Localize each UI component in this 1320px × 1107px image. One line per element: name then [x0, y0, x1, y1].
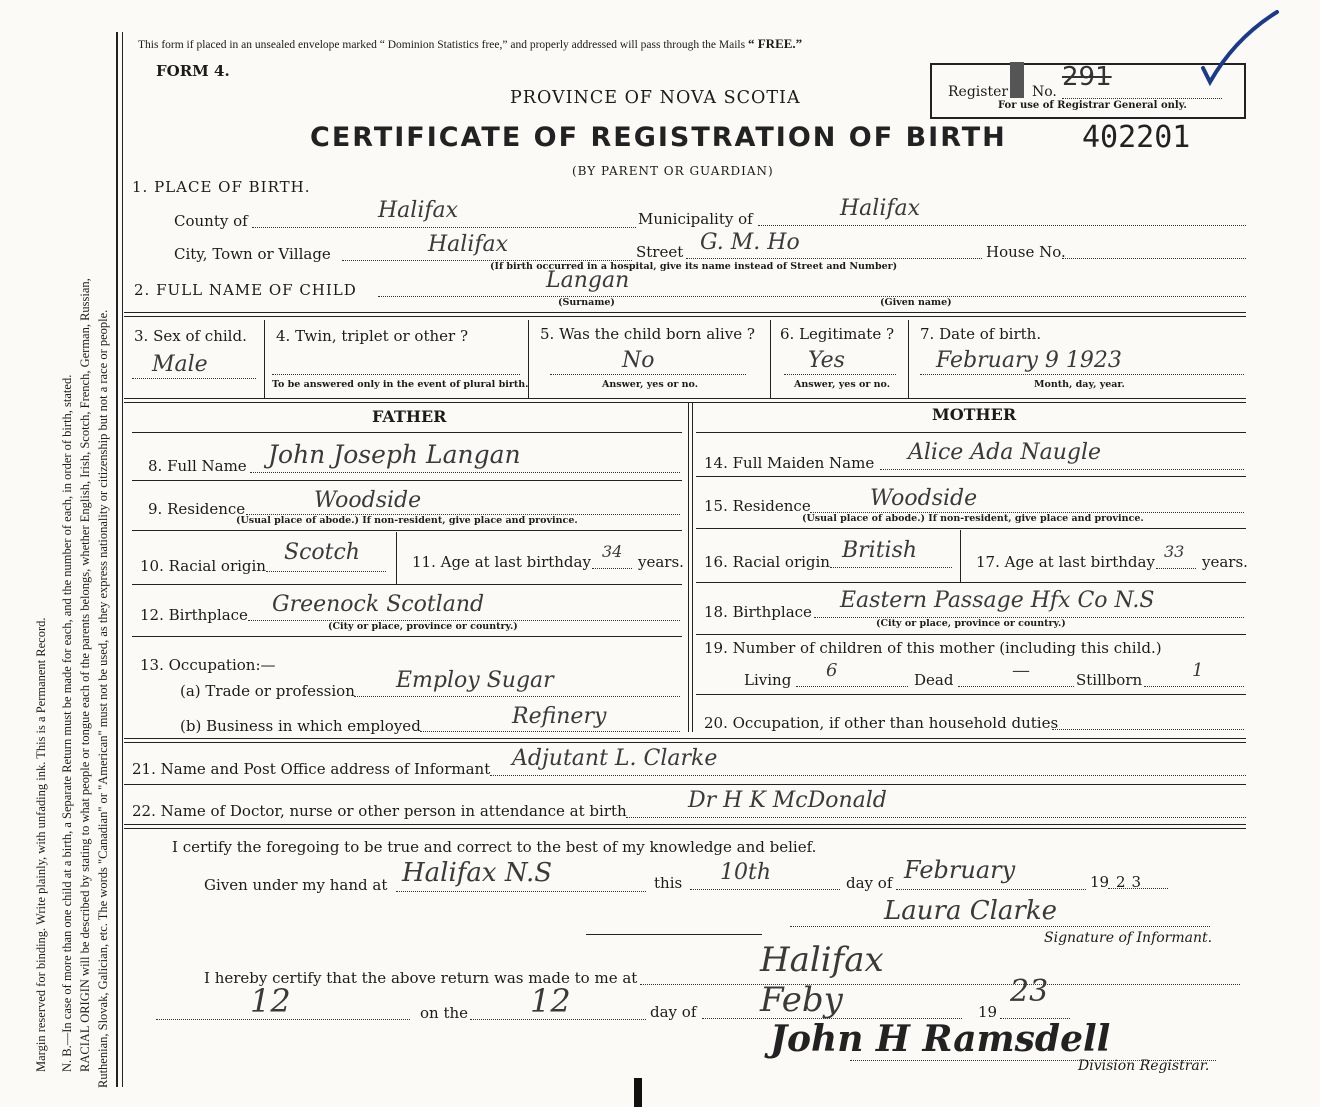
mother-residence-label: 15. Residence [704, 497, 811, 515]
on-the-label: on the [420, 1004, 469, 1022]
registration-count: 12 [250, 982, 291, 1020]
given-name-note: (Given name) [880, 297, 952, 308]
father-residence-label: 9. Residence [148, 500, 246, 518]
certificate-title: CERTIFICATE OF REGISTRATION OF BIRTH [310, 122, 1007, 153]
municipality-label: Municipality of [638, 210, 753, 228]
margin-note-binding: Margin reserved for binding. Write plainly, with unfading ink. This is a Permanent Record. [34, 617, 48, 1072]
father-birthplace-label: 12. Birthplace [140, 606, 248, 624]
place-of-birth-heading: 1. PLACE OF BIRTH. [132, 178, 311, 196]
mother-occupation-label: 20. Occupation, if other than household duties [704, 714, 1059, 732]
stillborn-label: Stillborn [1076, 671, 1143, 689]
sex-value: Male [152, 352, 208, 377]
born-alive-note: Answer, yes or no. [602, 379, 699, 390]
informant-label: 21. Name and Post Office address of Informant [132, 760, 491, 778]
street-value: G. M. Ho [700, 230, 800, 255]
father-birthplace-value: Greenock Scotland [272, 592, 485, 617]
father-age-label: 11. Age at last birthday [412, 553, 591, 571]
mother-birthplace-note: (City or place, province or country.) [876, 618, 1066, 629]
mother-age-label: 17. Age at last birthday [976, 553, 1155, 571]
father-residence-note: (Usual place of abode.) If non-resident, give place and province. [236, 515, 578, 526]
surname-note: (Surname) [558, 297, 615, 308]
mother-residence-note: (Usual place of abode.) If non-resident, give place and province. [802, 513, 1144, 524]
doctor-value: Dr H K McDonald [688, 788, 887, 813]
mother-racial-label: 16. Racial origin [704, 553, 830, 571]
given-place-value: Halifax N.S [402, 858, 553, 888]
registrar-signature: John H Ramsdell [770, 1018, 1111, 1060]
twin-note: To be answered only in the event of plural birth. [272, 379, 529, 390]
mail-notice: This form if placed in an unsealed envelope marked “ Dominion Statistics free,” and properly addressed will pass through the Mails “ FREE.” [138, 36, 803, 51]
father-age-value: 34 [602, 542, 623, 561]
stillborn-value: 1 [1192, 660, 1204, 681]
mother-residence-value: Woodside [870, 486, 978, 511]
legitimate-note: Answer, yes or no. [794, 379, 891, 390]
registration-year: 23 [1010, 974, 1049, 1009]
year-value: 23 [1116, 873, 1148, 891]
margin-note-racial-origin-1: RACIAL ORIGIN will be described by stating to what people or tongue each of the parents belongs, whether English, Irish, Scotch, French, German, Russian, [78, 278, 92, 1072]
scan-artifact [634, 1078, 642, 1107]
father-business-label: (b) Business in which employed [180, 717, 421, 735]
mother-age-unit: years. [1202, 553, 1248, 571]
registration-month: Feby [760, 980, 843, 1020]
father-heading: FATHER [372, 407, 447, 426]
register-note: For use of Registrar General only. [998, 100, 1187, 111]
this-label: this [654, 874, 683, 892]
municipality-value: Halifax [840, 196, 921, 221]
registration-day: 12 [530, 982, 571, 1020]
street-label: Street [636, 243, 684, 261]
father-birthplace-note: (City or place, province or country.) [328, 621, 518, 632]
form-number: FORM 4. [156, 62, 230, 80]
reg-year-prefix: 19 [978, 1003, 998, 1021]
left-border-inner [122, 32, 123, 1087]
dead-value: — [1012, 660, 1030, 681]
register-no-label: No. [1032, 84, 1057, 100]
left-border [116, 32, 118, 1087]
father-racial-label: 10. Racial origin [140, 557, 266, 575]
mother-birthplace-value: Eastern Passage Hfx Co N.S [840, 588, 1155, 613]
province-heading: PROVINCE OF NOVA SCOTIA [510, 88, 801, 108]
mother-age-value: 33 [1164, 542, 1185, 561]
county-value: Halifax [378, 198, 459, 223]
legitimate-value: Yes [808, 348, 845, 373]
father-trade-label: (a) Trade or profession [180, 682, 355, 700]
signature-of-informant-label: Signature of Informant. [1044, 930, 1213, 946]
living-label: Living [744, 671, 792, 689]
father-racial-value: Scotch [284, 540, 360, 565]
mother-name-label: 14. Full Maiden Name [704, 454, 875, 472]
father-occupation-label: 13. Occupation:— [140, 656, 276, 674]
father-name-label: 8. Full Name [148, 457, 247, 475]
mother-name-value: Alice Ada Naugle [908, 440, 1102, 465]
margin-note-racial-origin-2: Ruthenian, Slovak, Galician, etc. The words "Canadian" or "American" must not be used, as they express nationality or citizenship but not a race or people. [96, 309, 110, 1088]
father-residence-value: Woodside [314, 488, 422, 513]
register-number: 291 [1062, 62, 1112, 92]
dob-note: Month, day, year. [1034, 379, 1125, 390]
certificate-subtitle: (BY PARENT OR GUARDIAN) [572, 164, 774, 178]
father-age-unit: years. [638, 553, 684, 571]
dob-value: February 9 1923 [936, 348, 1122, 373]
mother-children-label: 19. Number of children of this mother (including this child.) [704, 639, 1162, 657]
sex-label: 3. Sex of child. [134, 327, 247, 345]
legitimate-label: 6. Legitimate ? [780, 325, 895, 343]
hospital-note: (If birth occurred in a hospital, give its name instead of Street and Number) [490, 261, 898, 272]
margin-note-multiple-births: N. B.—In case of more than one child at a birth, a Separate Return must be made for each, and the number of each, in order of birth, stated. [60, 374, 74, 1072]
registrar-statement: I hereby certify that the above return was made to me at [204, 969, 638, 987]
doctor-label: 22. Name of Doctor, nurse or other person in attendance at birth [132, 802, 627, 820]
city-value: Halifax [428, 232, 509, 257]
father-business-value: Refinery [512, 704, 607, 729]
day-of-label: day of [846, 874, 893, 892]
dead-label: Dead [914, 671, 954, 689]
child-name-label: 2. FULL NAME OF CHILD [134, 281, 357, 299]
mother-racial-value: British [842, 538, 918, 563]
registrar-place: Halifax [760, 940, 884, 980]
reg-day-of-label: day of [650, 1003, 697, 1021]
mother-heading: MOTHER [932, 405, 1017, 424]
father-trade-value: Employ Sugar [396, 668, 554, 693]
born-alive-label: 5. Was the child born alive ? [540, 325, 755, 343]
informant-signature: Laura Clarke [884, 896, 1057, 926]
city-label: City, Town or Village [174, 245, 331, 263]
father-name-value: John Joseph Langan [268, 440, 521, 469]
dob-label: 7. Date of birth. [920, 325, 1042, 343]
division-registrar-label: Division Registrar. [1078, 1058, 1210, 1074]
year-prefix: 19 [1090, 873, 1110, 891]
certificate-number: 402201 [1082, 120, 1191, 155]
checkmark-icon [1195, 8, 1285, 88]
certification-statement: I certify the foregoing to be true and correct to the best of my knowledge and belief. [172, 838, 817, 856]
register-ink-blot [1010, 62, 1024, 98]
register-label: Register [948, 84, 1009, 100]
born-alive-value: No [622, 348, 655, 373]
child-surname-value: Langan [546, 268, 630, 293]
informant-value: Adjutant L. Clarke [512, 746, 718, 771]
day-value: 10th [720, 860, 772, 885]
living-value: 6 [826, 660, 838, 681]
twin-label: 4. Twin, triplet or other ? [276, 327, 468, 345]
county-label: County of [174, 212, 248, 230]
mother-birthplace-label: 18. Birthplace [704, 603, 812, 621]
house-no-label: House No. [986, 243, 1066, 261]
month-value: February [904, 856, 1016, 884]
given-under-label: Given under my hand at [204, 876, 388, 894]
